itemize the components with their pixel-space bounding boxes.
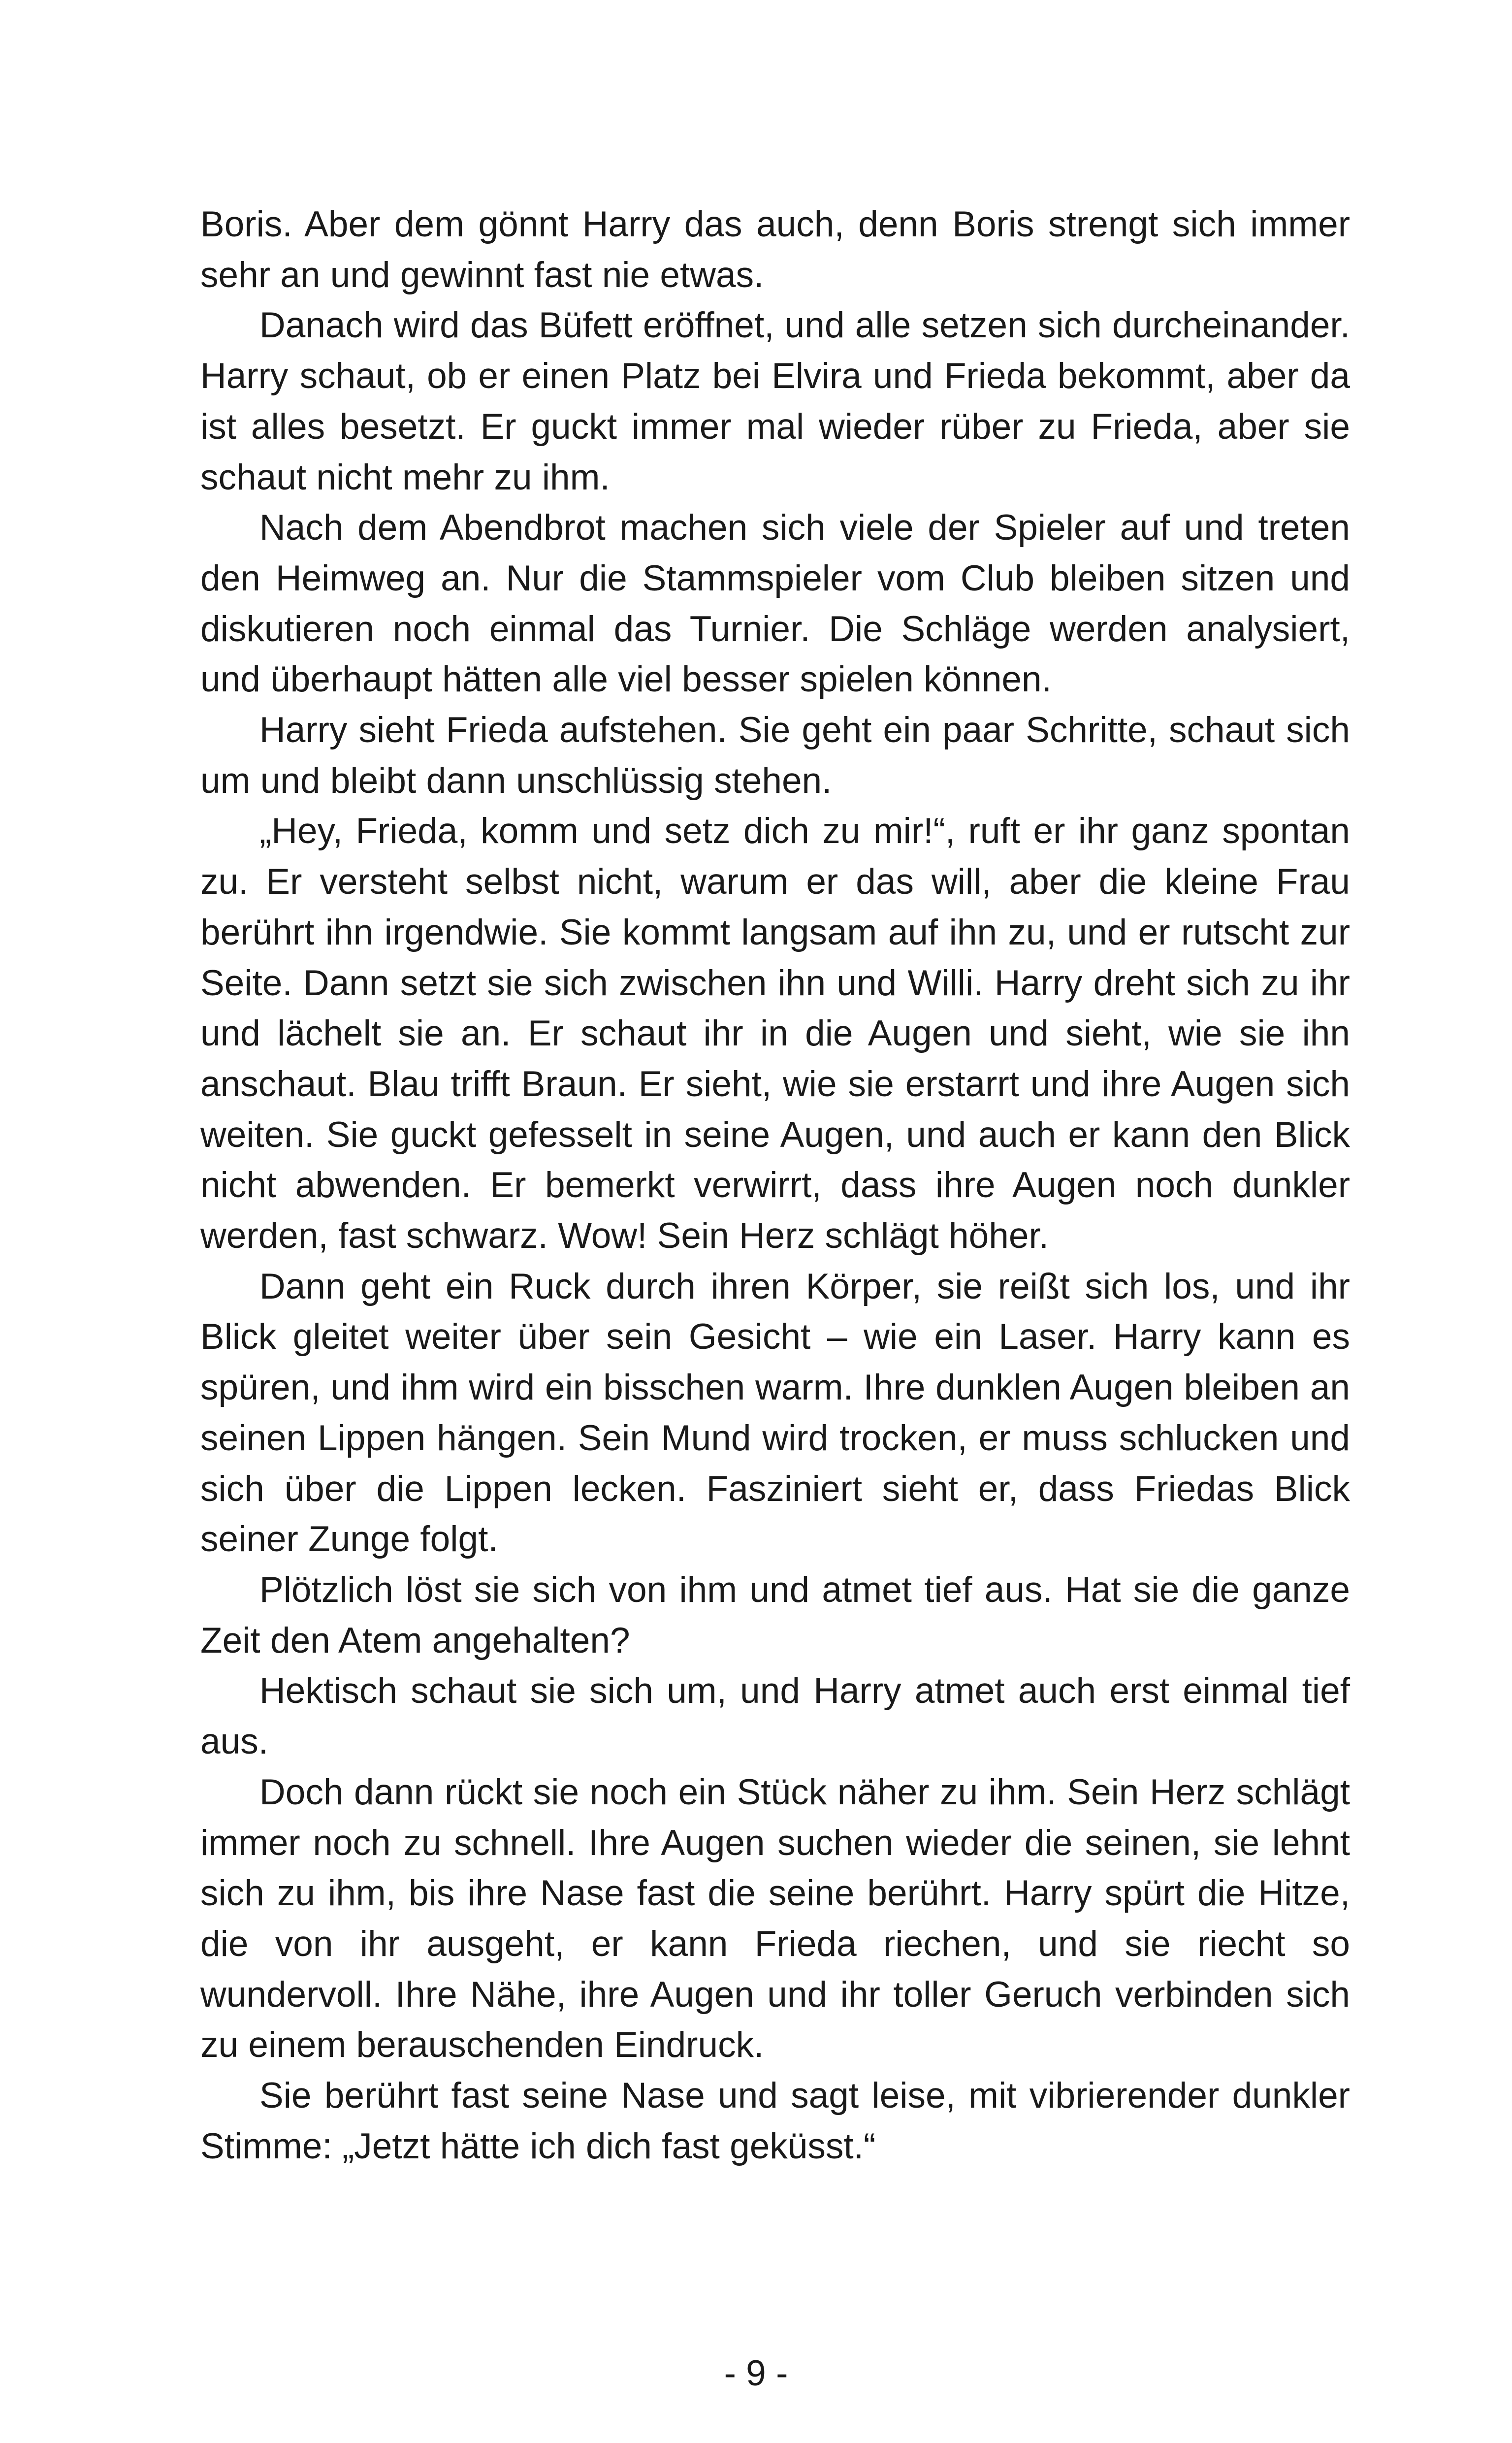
paragraph: Boris. Aber dem gönnt Harry das auch, denn Boris strengt sich immer sehr an und gewinnt fast nie etwas. [200,204,1350,295]
paragraph: Nach dem Abendbrot machen sich viele der Spieler auf und treten den Heimweg an. Nur die Stammspieler vom Club bleiben sitzen und diskutieren noch einmal das Turnier. Die Schläge werden analysiert, und überhaupt hätten alle viel besser spielen können. [200,508,1350,700]
page-number: - 9 - [724,2353,788,2393]
paragraph: Dann geht ein Ruck durch ihren Körper, sie reißt sich los, und ihr Blick gleitet weiter über sein Gesicht – wie ein Laser. Harry kann es spüren, und ihm wird ein bisschen warm. Ihre dunklen Augen bleiben an seinen Lippen hängen. Sein Mund wird trocken, er muss schlucken und sich über die Lippen lecken. Fasziniert sieht er, dass Friedas Blick seiner Zunge folgt. [200,1266,1350,1560]
paragraph: Sie berührt fast seine Nase und sagt leise, mit vibrierender dunkler Stimme: „Jetzt hätte ich dich fast geküsst.“ [200,2076,1350,2166]
paragraph: Doch dann rückt sie noch ein Stück näher zu ihm. Sein Herz schlägt immer noch zu schnell. Ihre Augen suchen wieder die seinen, sie lehnt sich zu ihm, bis ihre Nase fast die seine berührt. Harry spürt die Hitze, die von ihr ausgeht, er kann Frieda riechen, und sie riecht so wundervoll. Ihre Nähe, ihre Augen und ihr toller Geruch verbinden sich zu einem berauschenden Eindruck. [200,1772,1350,2065]
body-text [200,199,1350,2172]
paragraph: Hektisch schaut sie sich um, und Harry atmet auch erst einmal tief aus. [200,1671,1350,1762]
paragraph: Danach wird das Büfett eröffnet, und alle setzen sich durcheinander. Harry schaut, ob er einen Platz bei Elvira und Frieda bekommt, aber da ist alles besetzt. Er guckt immer mal wieder rüber zu Frieda, aber sie schaut nicht mehr zu ihm. [200,305,1350,497]
paragraph: „Hey, Frieda, komm und setz dich zu mir!“, ruft er ihr ganz spontan zu. Er versteht selbst nicht, warum er das will, aber die kleine Frau berührt ihn irgendwie. Sie kommt langsam auf ihn zu, und er rutscht zur Seite. Dann setzt sie sich zwischen ihn und Willi. Harry dreht sich zu ihr und lächelt sie an. Er schaut ihr in die Augen und sieht, wie sie ihn anschaut. Blau trifft Braun. Er sieht, wie sie erstarrt und ihre Augen sich weiten. Sie guckt gefesselt in seine Augen, und auch er kann den Blick nicht abwenden. Er bemerkt verwirrt, dass ihre Augen noch dunkler werden, fast schwarz. Wow! Sein Herz schlägt höher. [200,811,1350,1256]
paragraph: Harry sieht Frieda aufstehen. Sie geht ein paar Schritte, schaut sich um und bleibt dann unschlüssig stehen. [200,710,1350,801]
paragraph: Plötzlich löst sie sich von ihm und atmet tief aus. Hat sie die ganze Zeit den Atem angehalten? [200,1569,1350,1661]
